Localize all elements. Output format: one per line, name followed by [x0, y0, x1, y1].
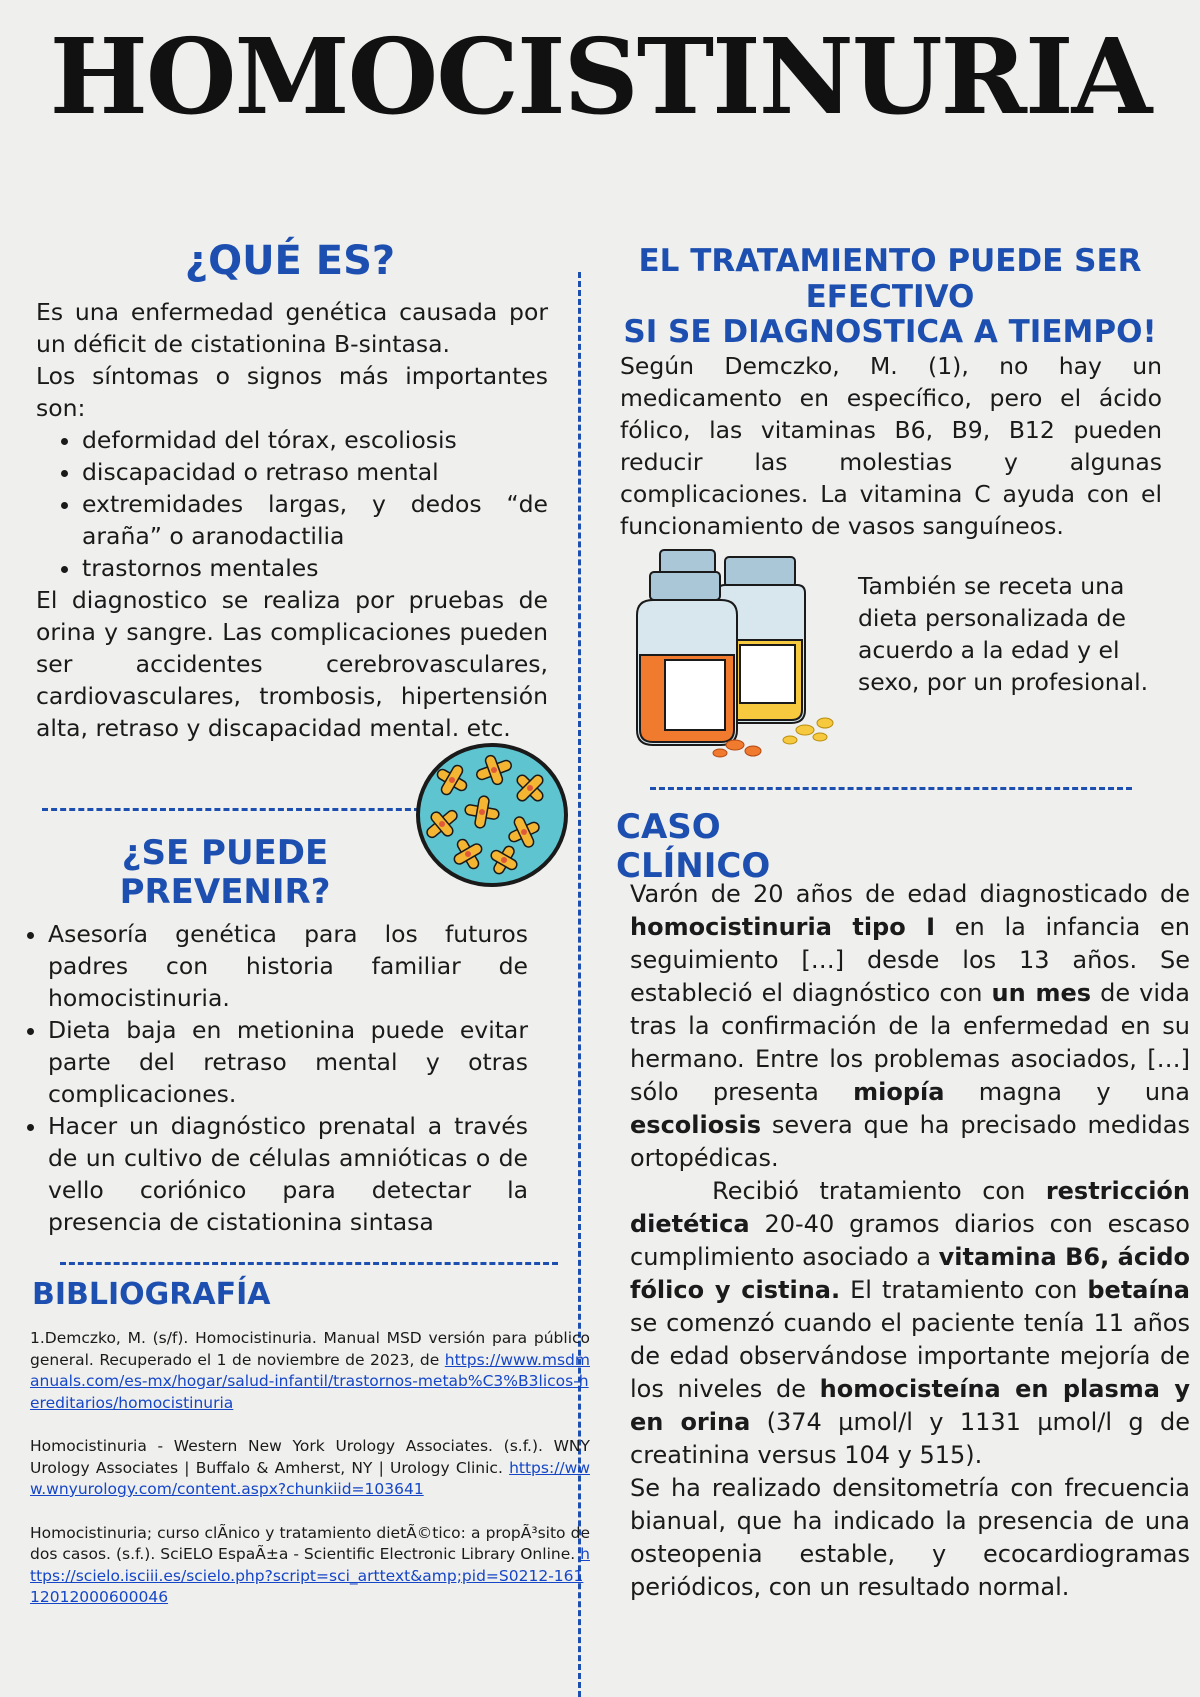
reference-link[interactable]: https://www.wnyurology.com/content.aspx?chunkiid=103641 — [30, 1458, 590, 1498]
pill-bottles-illustration — [625, 545, 845, 760]
text-run: de vida tras la confirmación de la enfermedad en su hermano. Entre los problemas asociados, […] sólo presenta — [630, 979, 1190, 1106]
bold-text: vitamina B6, ácido fólico y cistina. — [630, 1243, 1199, 1304]
sintomas-intro: Los síntomas o signos más importantes son: — [36, 362, 548, 422]
bibliografia-heading: BIBLIOGRAFÍA — [32, 1277, 271, 1312]
list-item: • Hacer un diagnóstico prenatal a través de un cultivo de células amnióticas o de vello coriónico para detectar la presencia de cistationina sintasa — [48, 1110, 528, 1238]
caso-heading: CASO CLÍNICO — [616, 807, 771, 887]
bold-text: escoliosis — [630, 1111, 762, 1139]
list-item: • Asesoría genética para los futuros padres con historia familiar de homocistinuria. — [48, 918, 528, 1014]
list-item: • discapacidad o retraso mental — [82, 456, 548, 488]
tratamiento-heading — [590, 244, 1190, 351]
bold-text: homocisteína en plasma y en orina — [630, 1375, 1199, 1436]
prevenir-section — [18, 918, 528, 1238]
dieta-text: También se receta una dieta personalizada de acuerdo a la edad y el sexo, por un profesional. — [858, 572, 1149, 696]
bold-text: miopía — [853, 1078, 945, 1106]
text-run: Varón de 20 años de edad diagnosticado de — [630, 880, 1190, 908]
que-es-section — [36, 296, 548, 744]
list-item: • Dieta baja en metionina puede evitar parte del retraso mental y otras complicaciones. — [48, 1014, 528, 1110]
caso-paragraph-1 — [630, 878, 1190, 1175]
sintomas-list — [36, 424, 548, 584]
que-es-heading: ¿QUÉ ES? — [184, 238, 396, 284]
bold-text: betaína — [1087, 1276, 1190, 1304]
section-divider — [650, 787, 1132, 790]
que-es-intro: Es una enfermedad genética causada por un déficit de cistationina B-sintasa. — [36, 298, 548, 358]
reference-text: Homocistinuria; curso clÃnico y tratamiento dietÃ©tico: a propÃ³sito de dos casos. (s.f.). SciELO EspaÃ±a - Scientific Electronic Library Online. — [30, 1523, 590, 1563]
text-run: severa que ha precisado medidas ortopédicas. — [630, 1111, 1190, 1172]
tratamiento-heading-line2: SI SE DIAGNOSTICA A TIEMPO! — [623, 314, 1157, 351]
text-run: en la infancia en seguimiento […] desde los 13 años. Se estableció el diagnóstico con — [630, 913, 1190, 1007]
caso-section — [630, 878, 1199, 1604]
bold-text: un mes — [991, 979, 1092, 1007]
reference-3 — [30, 1523, 590, 1609]
bold-text: homocistinuria tipo I — [630, 913, 936, 941]
text-run: magna y una — [944, 1078, 1190, 1106]
reference-1 — [30, 1328, 590, 1414]
tratamiento-heading-line1: EL TRATAMIENTO PUEDE SER EFECTIVO — [638, 243, 1142, 315]
section-divider — [60, 1262, 558, 1265]
section-divider — [42, 808, 420, 811]
caso-paragraph-2 — [630, 1175, 1199, 1472]
chromosome-cell-illustration — [412, 740, 572, 890]
prevenir-list — [18, 918, 528, 1238]
diagnostico-text: El diagnostico se realiza por pruebas de orina y sangre. Las complicaciones pueden ser accidentes cerebrovasculares, cardiovasculares, trombosis, hipertensión alta, retraso y discapacidad mental. etc. — [36, 586, 548, 742]
list-item: • deformidad del tórax, escoliosis — [82, 424, 548, 456]
reference-text: Homocistinuria - Western New York Urology Associates. (s.f.). WNY Urology Associates | Buffalo & Amherst, NY | Urology Clinic. — [30, 1437, 590, 1477]
tratamiento-text: Según Demczko, M. (1), no hay un medicamento en específico, pero el ácido fólico, las vitaminas B6, B9, B12 pueden reducir las molestias y algunas complicaciones. La vitamina C ayuda con el funcionamiento de vasos sanguíneos. — [620, 352, 1162, 540]
text-run: Recibió tratamiento con — [630, 1177, 1046, 1205]
text-run: 20-40 gramos diarios con escaso cumplimiento asociado a — [630, 1210, 1198, 1271]
text-run: El tratamiento con — [840, 1276, 1088, 1304]
prevenir-heading: ¿SE PUEDE PREVENIR? — [119, 833, 331, 913]
reference-2 — [30, 1436, 590, 1501]
bibliography — [30, 1328, 590, 1631]
reference-text: 1.Demczko, M. (s/f). Homocistinuria. Manual MSD versión para público general. Recuperado el 1 de noviembre de 2023, de — [30, 1329, 590, 1369]
text-run: se comenzó cuando el paciente tenía 11 años de edad observándose importante mejoría de los niveles de — [630, 1276, 1198, 1403]
page-title: HOMOCISTINURIA — [49, 15, 1151, 138]
reference-link[interactable]: https://scielo.isciii.es/scielo.php?script=sci_arttext&amp;pid=S0212-16112012000600046 — [30, 1545, 590, 1606]
text-run: (374 µmol/l y 1131 µmol/l g de creatinina versus 104 y 515). — [630, 1408, 1198, 1469]
bold-text: restricción dietética — [630, 1177, 1199, 1238]
caso-paragraph-3: Se ha realizado densitometría con frecuencia bianual, que ha indicado la presencia de una osteopenia estable, y ecocardiogramas periódicos, con un resultado normal. — [630, 1474, 1190, 1601]
list-item: • trastornos mentales — [82, 552, 548, 584]
reference-link[interactable]: https://www.msdmanuals.com/es-mx/hogar/salud-infantil/trastornos-metab%C3%B3licos-hereditarios/homocistinuria — [30, 1350, 590, 1412]
list-item: • extremidades largas, y dedos “de araña” o aranodactilia — [82, 488, 548, 552]
